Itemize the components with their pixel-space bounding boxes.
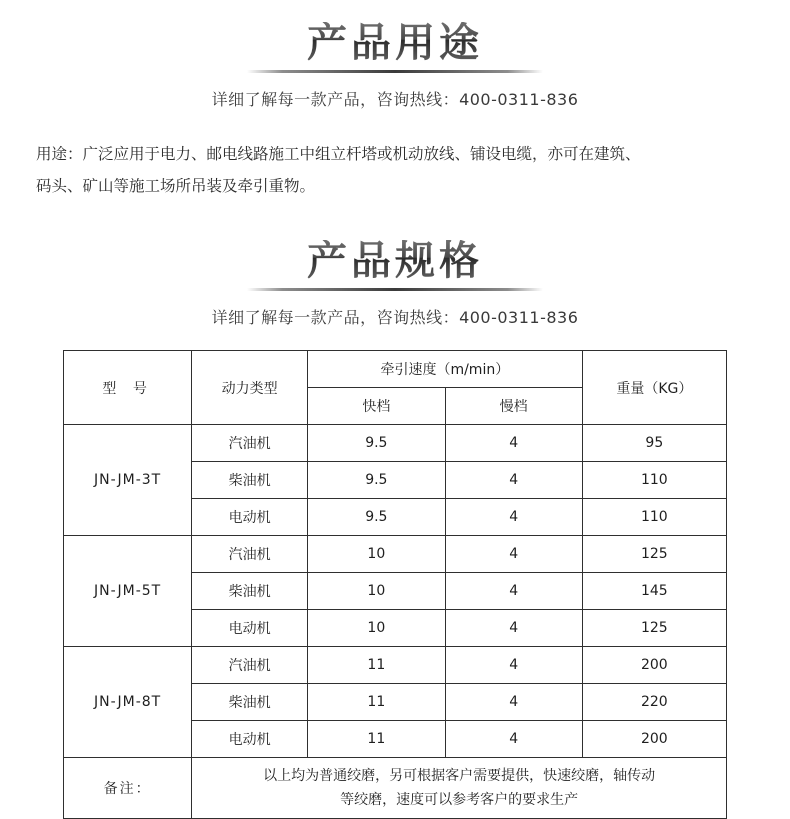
cell-power-type: 汽油机: [192, 536, 308, 573]
table-row: [64, 647, 727, 684]
table-header-row: [64, 351, 727, 388]
cell-weight: 95: [582, 425, 726, 462]
cell-model: JN-JM-3T: [64, 425, 192, 536]
cell-weight: 145: [582, 573, 726, 610]
table-note-row: [64, 758, 727, 819]
header-speed-slow: 慢档: [445, 388, 582, 425]
spec-table: [63, 350, 727, 819]
section-usage-heading: [0, 0, 790, 110]
cell-weight: 125: [582, 536, 726, 573]
header-weight: 重量（KG）: [582, 351, 726, 425]
cell-power-type: 柴油机: [192, 573, 308, 610]
usage-line-2: 码头、矿山等施工场所吊装及牵引重物。: [36, 177, 316, 195]
section-title-spec: 产品规格: [301, 240, 489, 286]
cell-weight: 110: [582, 462, 726, 499]
table-row: [64, 425, 727, 462]
header-model: 型 号: [64, 351, 192, 425]
heading-underline: [247, 288, 543, 291]
cell-power-type: 柴油机: [192, 684, 308, 721]
cell-power-type: 汽油机: [192, 425, 308, 462]
cell-speed-fast: 11: [307, 721, 445, 758]
cell-power-type: 电动机: [192, 499, 308, 536]
cell-speed-slow: 4: [445, 647, 582, 684]
cell-power-type: 电动机: [192, 721, 308, 758]
cell-speed-slow: 4: [445, 573, 582, 610]
cell-speed-slow: 4: [445, 721, 582, 758]
section-title-usage: 产品用途: [301, 22, 489, 68]
note-label: 备注：: [64, 758, 192, 819]
cell-weight: 200: [582, 647, 726, 684]
cell-model: JN-JM-5T: [64, 536, 192, 647]
cell-weight: 125: [582, 610, 726, 647]
header-power-type: 动力类型: [192, 351, 308, 425]
cell-speed-fast: 9.5: [307, 425, 445, 462]
spec-table-wrapper: [63, 350, 727, 819]
header-speed-fast: 快档: [307, 388, 445, 425]
cell-speed-slow: 4: [445, 536, 582, 573]
cell-weight: 220: [582, 684, 726, 721]
note-line-1: 以上均为普通绞磨，另可根据客户需要提供，快速绞磨，轴传动: [263, 768, 656, 784]
spec-table-body: [64, 425, 727, 819]
cell-speed-fast: 9.5: [307, 499, 445, 536]
cell-speed-slow: 4: [445, 425, 582, 462]
cell-model: JN-JM-8T: [64, 647, 192, 758]
cell-power-type: 汽油机: [192, 647, 308, 684]
section-subtitle-spec: 详细了解每一款产品，咨询热线：400-0311-836: [211, 308, 579, 327]
cell-speed-fast: 10: [307, 610, 445, 647]
usage-paragraph: [36, 138, 754, 202]
cell-speed-slow: 4: [445, 462, 582, 499]
note-line-2: 等绞磨，速度可以参考客户的要求生产: [340, 792, 579, 808]
header-speed-group: 牵引速度（m/min）: [307, 351, 582, 388]
cell-power-type: 柴油机: [192, 462, 308, 499]
cell-speed-fast: 10: [307, 573, 445, 610]
note-content: [192, 758, 727, 819]
cell-speed-slow: 4: [445, 684, 582, 721]
cell-weight: 200: [582, 721, 726, 758]
cell-weight: 110: [582, 499, 726, 536]
table-row: [64, 536, 727, 573]
cell-power-type: 电动机: [192, 610, 308, 647]
spec-table-head: [64, 351, 727, 425]
cell-speed-slow: 4: [445, 499, 582, 536]
cell-speed-slow: 4: [445, 610, 582, 647]
cell-speed-fast: 9.5: [307, 462, 445, 499]
section-subtitle-usage: 详细了解每一款产品，咨询热线：400-0311-836: [211, 90, 579, 109]
heading-underline: [247, 70, 543, 73]
usage-line-1: 用途：广泛应用于电力、邮电线路施工中组立杆塔或机动放线、铺设电缆，亦可在建筑、: [36, 145, 641, 163]
cell-speed-fast: 11: [307, 647, 445, 684]
cell-speed-fast: 10: [307, 536, 445, 573]
section-spec-heading: [0, 202, 790, 328]
cell-speed-fast: 11: [307, 684, 445, 721]
